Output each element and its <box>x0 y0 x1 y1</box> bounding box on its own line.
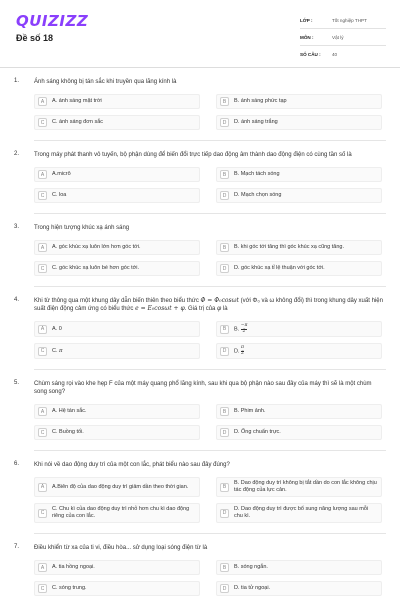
question-text-part: (với Φ₀ và ω không đổi) thì trong khung dây xuất hiện suất điện động cảm ứng có biểu thức <box>34 298 383 312</box>
option-d[interactable] <box>216 115 382 130</box>
flux-formula: Φ = Φ₀cosωt <box>200 297 239 304</box>
question-number: 1. <box>14 78 20 84</box>
option-letter: A <box>38 170 47 179</box>
answer-options <box>34 240 386 276</box>
question-divider <box>34 450 386 451</box>
option-a[interactable] <box>34 167 200 182</box>
option-prefix: D. <box>234 348 242 355</box>
option-a[interactable] <box>34 321 200 337</box>
question-4 <box>0 297 400 370</box>
question-number: 2. <box>14 151 20 157</box>
option-text: B. ánh sáng phức tạp <box>234 98 287 104</box>
option-letter: D <box>220 584 229 593</box>
option-text: D. tia tử ngoại. <box>234 585 271 591</box>
option-text: C. Chu kì của dao động duy trì nhỏ hơn chu kì dao động riêng của con lắc. <box>52 506 190 519</box>
meta-row-class <box>300 12 386 29</box>
option-c[interactable] <box>34 261 200 276</box>
question-6 <box>0 461 400 534</box>
option-prefix: C. <box>52 347 60 354</box>
option-b[interactable] <box>216 167 382 182</box>
option-letter: A <box>38 325 47 334</box>
question-divider <box>34 286 386 287</box>
question-5 <box>0 380 400 451</box>
meta-label: SỐ CÂU : <box>300 52 321 57</box>
fraction <box>241 346 244 356</box>
option-letter: C <box>38 264 47 273</box>
fraction-denominator: 2 <box>242 328 246 334</box>
option-letter: D <box>220 347 229 356</box>
option-text: A. góc khúc xạ luôn lớn hơn góc tới. <box>52 244 141 250</box>
question-text: Điều khiển từ xa của ti vi, điều hòa... sử dụng loại sóng điện từ là <box>34 545 208 551</box>
option-text: D. Ống chuẩn trực. <box>234 429 281 435</box>
option-d[interactable] <box>216 343 382 359</box>
option-letter: A <box>38 243 47 252</box>
question-divider <box>34 533 386 534</box>
option-c[interactable] <box>34 503 200 523</box>
option-text: B. khi góc tới tăng thì góc khúc xạ cũng tăng. <box>234 244 345 250</box>
option-c[interactable] <box>34 115 200 130</box>
option-b[interactable] <box>216 404 382 419</box>
option-text <box>234 346 244 356</box>
question-number: 5. <box>14 380 20 386</box>
question-text-part: là <box>221 306 228 312</box>
question-text: Khi nói về dao động duy trì của một con lắc, phát biểu nào sau đây đúng? <box>34 462 230 468</box>
option-c[interactable] <box>34 425 200 440</box>
option-letter: C <box>38 509 47 518</box>
option-d[interactable] <box>216 503 382 523</box>
option-text: B. Dao động duy trì không bị tắt dần do con lắc không chịu tác động của lực cản. <box>234 480 377 493</box>
option-letter: B <box>220 563 229 572</box>
question-number: 7. <box>14 544 20 550</box>
option-text: C. Buồng tối. <box>52 429 84 435</box>
option-letter: C <box>38 584 47 593</box>
question-1 <box>0 78 400 141</box>
question-text: Trong máy phát thanh vô tuyến, bộ phận dùng để biến đổi trực tiếp dao động âm thành dao động điện có cùng tần số là <box>34 152 352 158</box>
option-text: D. Dao động duy trì được bổ sung năng lượng sau mỗi chu kì. <box>234 506 369 519</box>
quizizz-logo: QUIZIZZ <box>16 12 89 30</box>
option-letter: D <box>220 264 229 273</box>
option-d[interactable] <box>216 581 382 596</box>
answer-options <box>34 321 386 359</box>
option-text: D. ánh sáng trắng <box>234 119 278 125</box>
option-c[interactable] <box>34 343 200 359</box>
question-text: Trong hiện tượng khúc xạ ánh sáng <box>34 225 130 231</box>
answer-options <box>34 167 386 203</box>
meta-label: MÔN : <box>300 34 314 40</box>
question-divider <box>34 369 386 370</box>
question-3 <box>0 224 400 287</box>
meta-row-subject <box>300 29 386 46</box>
option-letter: B <box>220 483 229 492</box>
question-text <box>34 297 386 313</box>
option-letter: B <box>220 407 229 416</box>
option-letter: D <box>220 509 229 518</box>
answer-options <box>34 560 386 596</box>
option-text: A. Hệ tán sắc. <box>52 408 87 414</box>
option-b[interactable] <box>216 477 382 497</box>
option-text: C. góc khúc xạ luôn bé hơn góc tới. <box>52 265 140 271</box>
option-d[interactable] <box>216 188 382 203</box>
pi-symbol: π <box>59 347 63 354</box>
question-text: Chùm sáng rọi vào khe hẹp F của một máy quang phổ lăng kính, sau khi qua bộ phận nào sau đây của máy thì sẽ là một chùm song song? <box>34 381 372 395</box>
option-text: C. sóng trung. <box>52 585 87 591</box>
option-d[interactable] <box>216 425 382 440</box>
meta-table <box>300 12 386 63</box>
option-text: D. Mạch chọn sóng <box>234 192 282 198</box>
option-b[interactable] <box>216 240 382 255</box>
option-letter: C <box>38 347 47 356</box>
option-letter: B <box>220 243 229 252</box>
option-letter: C <box>38 118 47 127</box>
option-text: C. ánh sáng đơn sắc <box>52 119 103 125</box>
meta-value: 40 <box>332 52 338 57</box>
option-text: A. tia hồng ngoại. <box>52 564 95 570</box>
question-text-part: Khi từ thông qua một khung dây dẫn biến thiên theo biểu thức <box>34 298 201 304</box>
option-a[interactable] <box>34 404 200 419</box>
fraction <box>241 324 248 334</box>
option-b[interactable] <box>216 94 382 109</box>
option-a[interactable] <box>34 240 200 255</box>
question-text-part: . Giá trị của <box>184 306 218 312</box>
option-letter: A <box>38 407 47 416</box>
worksheet-header <box>0 0 400 68</box>
option-letter: A <box>38 483 47 492</box>
phase-symbol: φ <box>217 305 222 312</box>
option-text: A.Biên độ của dao động duy trì giảm dần theo thời gian. <box>52 483 189 490</box>
option-letter: C <box>38 191 47 200</box>
question-number: 6. <box>14 461 20 467</box>
exam-title: Đề số 18 <box>16 33 54 43</box>
meta-label: LỚP : <box>300 17 313 23</box>
option-letter: B <box>220 170 229 179</box>
option-letter: B <box>220 325 229 334</box>
option-text: C. loa <box>52 192 67 198</box>
option-letter: D <box>220 428 229 437</box>
meta-value: Tốt nghiệp THPT <box>332 17 367 23</box>
question-2 <box>0 151 400 214</box>
answer-options <box>34 94 386 130</box>
emf-formula: e = E₀cosωt + φ <box>135 305 185 312</box>
answer-options <box>34 477 386 523</box>
option-d[interactable] <box>216 261 382 276</box>
option-text: A. 0 <box>52 325 62 332</box>
question-7 <box>0 544 400 596</box>
answer-options <box>34 404 386 440</box>
meta-value: Vật lý <box>332 34 344 40</box>
question-divider <box>34 140 386 141</box>
option-text: D. góc khúc xạ tỉ lệ thuận với góc tới. <box>234 265 325 271</box>
question-number: 3. <box>14 224 20 230</box>
option-letter: D <box>220 118 229 127</box>
option-text <box>52 348 63 355</box>
question-number: 4. <box>14 297 20 303</box>
option-a[interactable] <box>34 477 200 497</box>
option-prefix: B. <box>234 326 241 333</box>
question-text: Ánh sáng không bị tán sắc khi truyền qua lăng kính là <box>34 79 177 85</box>
option-letter: A <box>38 97 47 106</box>
option-a[interactable] <box>34 94 200 109</box>
option-text: B. sóng ngắn. <box>234 564 268 570</box>
option-b[interactable] <box>216 560 382 575</box>
option-letter: B <box>220 97 229 106</box>
option-text: A. ánh sáng mặt trời <box>52 98 102 104</box>
option-text <box>234 324 247 334</box>
fraction-numerator: −π <box>240 323 248 328</box>
fraction-numerator: π <box>241 345 244 350</box>
option-a[interactable] <box>34 560 200 575</box>
option-text: A.micrô <box>52 171 71 177</box>
option-letter: C <box>38 428 47 437</box>
meta-row-count <box>300 46 386 63</box>
option-c[interactable] <box>34 188 200 203</box>
fraction-denominator: 2 <box>241 350 244 356</box>
option-b[interactable] <box>216 321 382 337</box>
option-letter: A <box>38 563 47 572</box>
option-letter: D <box>220 191 229 200</box>
question-divider <box>34 213 386 214</box>
option-text: B. Mạch tách sóng <box>234 171 280 177</box>
question-list <box>0 78 400 596</box>
option-c[interactable] <box>34 581 200 596</box>
option-text: B. Phim ảnh. <box>234 408 266 414</box>
